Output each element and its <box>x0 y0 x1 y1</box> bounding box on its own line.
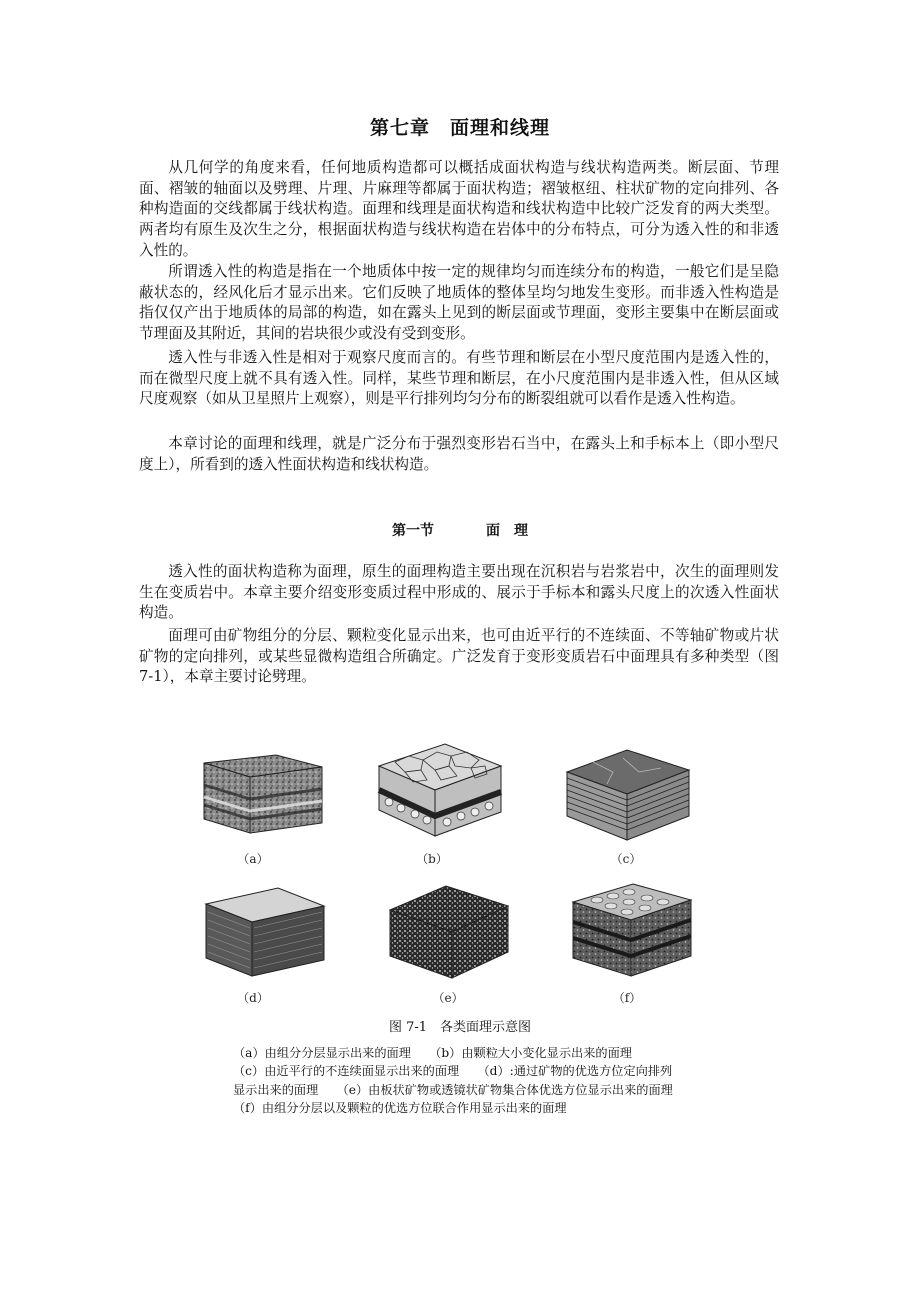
figure-caption: 图 7-1 各类面理示意图 <box>388 1020 532 1035</box>
figure-a-compositional-layering <box>198 745 328 845</box>
section-number: 第一节 <box>392 523 434 539</box>
figure-f-combined-foliation <box>567 878 697 983</box>
figure-d-mineral-orientation <box>200 878 330 983</box>
figure-description: （a）由组分分层显示出来的面理 （b）由颗粒大小变化显示出来的面理 （c）由近平行的不连续面显示出来的面理 （d）:通过矿物的优选方位定向排列显示出来的面理 （e）由板状矿物或透镜状矿物集合体优选方位显示出来的面理 （f）由组分分层以及颗粒的优选方位联合作用显示出来的面理 <box>233 1046 698 1115</box>
section-paragraph-1: 透入性的面状构造称为面理，原生的面理构造主要出现在沉积岩与岩浆岩中，次生的面理则发生在变质岩中。本章主要介绍变形变质过程中形成的、展示于手标本和露头尺度上的次透入性面状构造。 <box>139 563 779 622</box>
section-title <box>0 520 920 540</box>
section-name: 面 理 <box>486 523 528 539</box>
figure-b-grain-size-variation <box>375 738 505 843</box>
figure-label-f: （f） <box>612 991 642 1005</box>
figure-label-b: （b） <box>416 852 448 866</box>
figure-label-e: （e） <box>432 991 464 1005</box>
intro-paragraph-3: 透入性与非透入性是相对于观察尺度而言的。有些节理和断层在小型尺度范围内是透入性的，而在微型尺度上就不具有透入性。同样，某些节理和断层，在小尺度范围内是非透入性，但从区域尺度观察（如从卫星照片上观察），则是平行排列均匀分布的断裂组就可以看作是透入性构造。 <box>139 349 779 408</box>
chapter-title: 第七章 面理和线理 <box>369 117 550 139</box>
intro-paragraph-1: 从几何学的角度来看，任何地质构造都可以概括成面状构造与线状构造两类。断层面、节理面、褶皱的轴面以及劈理、片理、片麻理等都属于面状构造；褶皱枢纽、柱状矿物的定向排列、各种构造面的交线都属于线状构造。面理和线理是面状构造和线状构造中比较广泛发育的两大类型。两者均有原生及次生之分，根据面状构造与线状构造在岩体中的分布特点，可分为透入性的和非透入性的。 <box>139 159 779 259</box>
section-paragraph-2: 面理可由矿物组分的分层、颗粒变化显示出来，也可由近平行的不连续面、不等轴矿物或片状矿物的定向排列，或某些显微构造组合所确定。广泛发育于变形变质岩石中面理具有多种类型（图 7-1），本章主要讨论劈理。 <box>139 627 779 686</box>
figure-e-platy-aggregates <box>384 880 514 985</box>
figure-label-d: （d） <box>237 991 269 1005</box>
figure-label-c: （c） <box>610 852 642 866</box>
intro-paragraph-4: 本章讨论的面理和线理，就是广泛分布于强烈变形岩石当中，在露头上和手标本上（即小型尺度上），所看到的透入性面状构造和线状构造。 <box>139 435 779 473</box>
figure-c-parallel-discontinuities <box>563 742 693 847</box>
figure-label-a: （a） <box>237 852 269 866</box>
intro-paragraph-2: 所谓透入性的构造是指在一个地质体中按一定的规律均匀而连续分布的构造，一般它们是呈隐蔽状态的，经风化后才显示出来。它们反映了地质体的整体呈均匀地发生变形。而非透入性构造是指仅仅产出于地质体的局部的构造，如在露头上见到的断层面或节理面，变形主要集中在断层面或节理面及其附近，其间的岩块很少或没有受到变形。 <box>139 263 779 343</box>
